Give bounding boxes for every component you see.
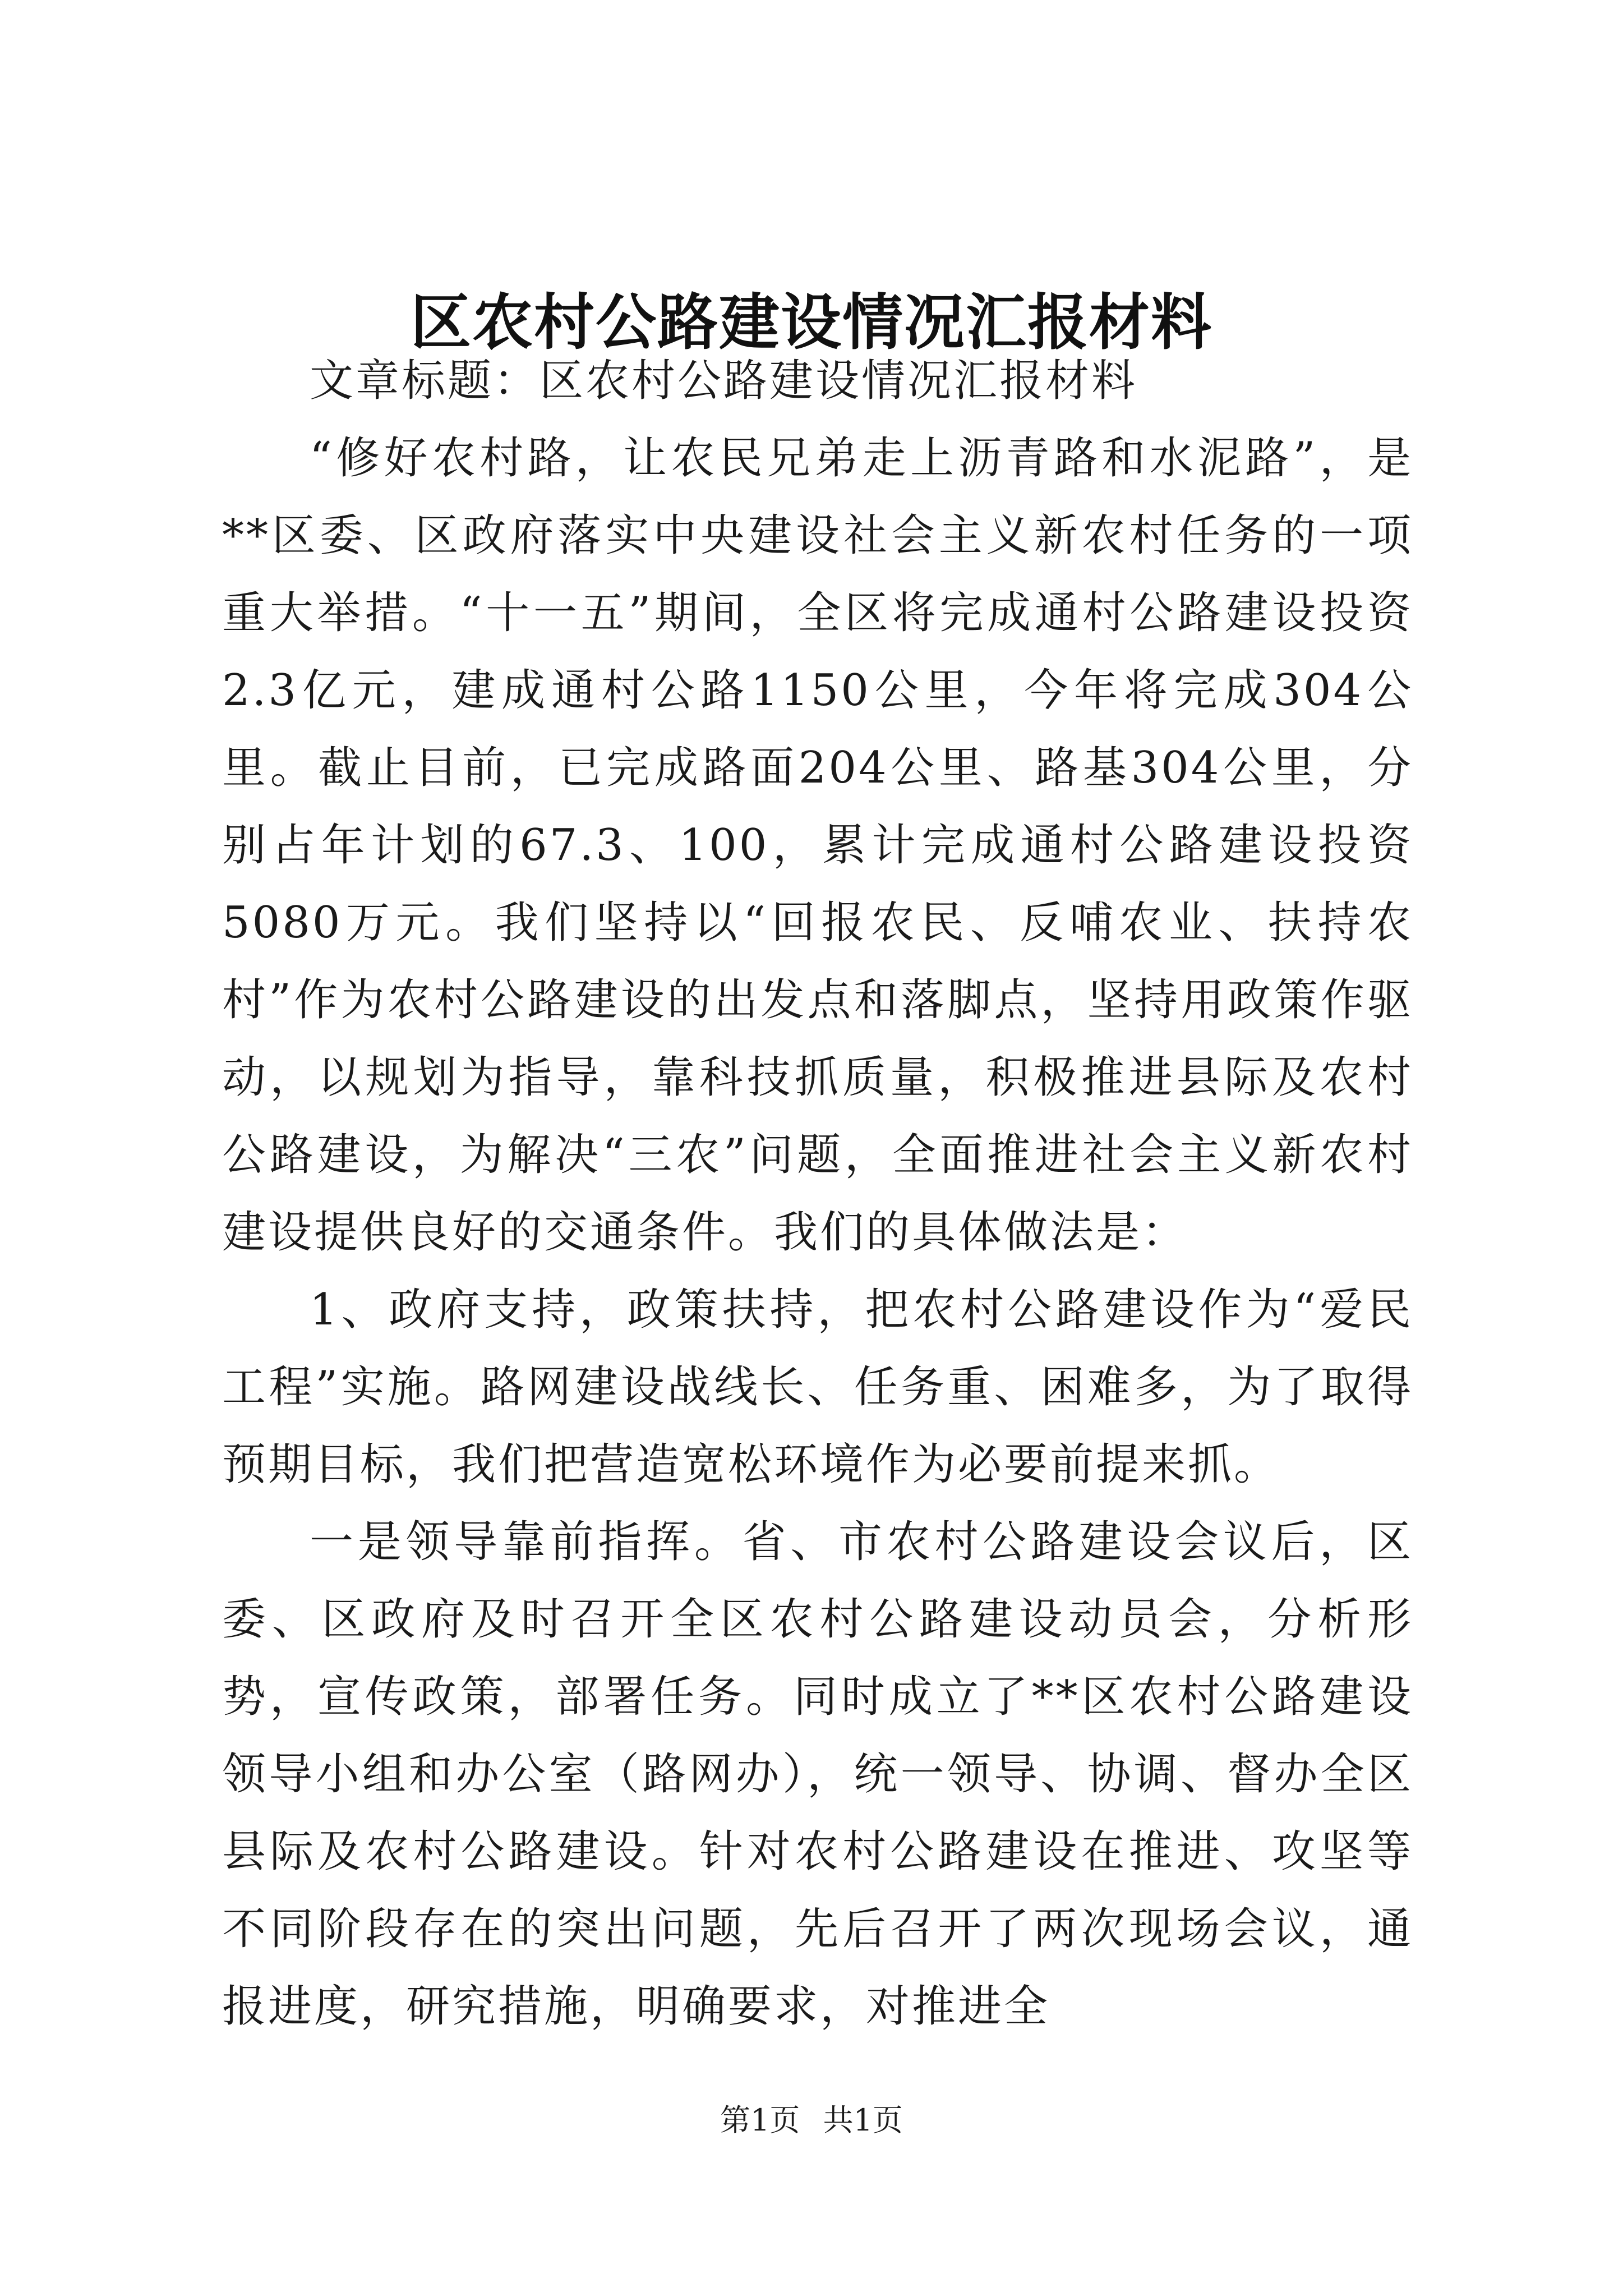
document-body — [222, 342, 1413, 2045]
document-title: 区农村公路建设情况汇报材料 — [410, 287, 1212, 358]
page-footer — [0, 2098, 1623, 2143]
paragraph-intro: “修好农村路，让农民兄弟走上沥青路和水泥路”，是**区委、区政府落实中央建设社会主义新农村任务的一项重大举措。“十一五”期间，全区将完成通村公路建设投资2.3亿元，建成通村公路1150公里，今年将完成304公里。截止目前，已完成路面204公里、路基304公里，分别占年计划的67.3、100，累计完成通村公路建设投资5080万元。我们坚持以“回报农民、反哺农业、扶持农村”作为农村公路建设的出发点和落脚点，坚持用政策作驱动，以规划为指导，靠科技抓质量，积极推进县际及农村公路建设，为解决“三农”问题，全面推进社会主义新农村建设提供良好的交通条件。我们的具体做法是： — [222, 433, 1413, 1258]
page-total: 共1页 — [823, 2102, 903, 2138]
paragraph-leadership: 一是领导靠前指挥。省、市农村公路建设会议后，区委、区政府及时召开全区农村公路建设动员会，分析形势，宣传政策，部署任务。同时成立了**区农村公路建设领导小组和办公室（路网办），统一领导、协调、督办全区县际及农村公路建设。针对农村公路建设在推进、攻坚等不同阶段存在的突出问题，先后召开了两次现场会议，通报进度，研究措施，明确要求，对推进全 — [222, 1517, 1413, 2032]
paragraph-article-title: 文章标题：区农村公路建设情况汇报材料 — [310, 356, 1138, 406]
page-number: 第1页 — [720, 2102, 800, 2138]
paragraph-point-1: 1、政府支持，政策扶持，把农村公路建设作为“爱民工程”实施。路网建设战线长、任务重、困难多，为了取得预期目标，我们把营造宽松环境作为必要前提来抓。 — [222, 1285, 1413, 1490]
